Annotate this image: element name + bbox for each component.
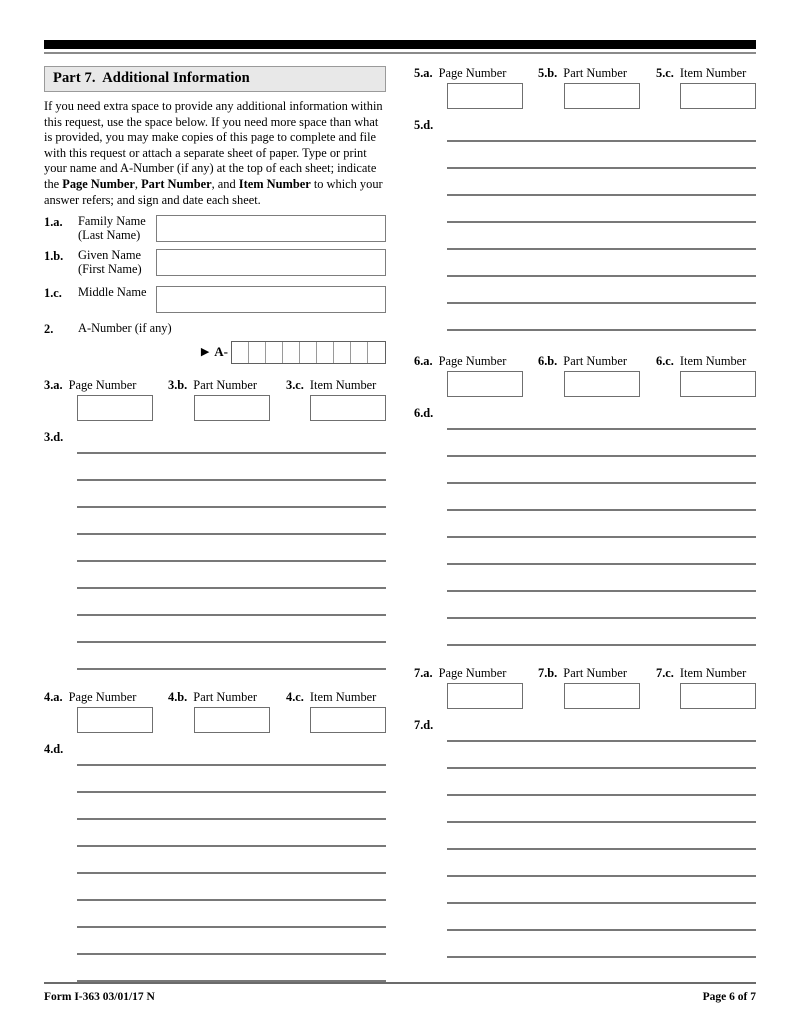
entry-6-part-number-input[interactable] — [564, 371, 640, 397]
entry-6-item-number-label-group — [656, 354, 756, 369]
entry-3-part-number-label-group — [168, 378, 286, 393]
field-label-middle-name — [78, 286, 156, 300]
answer-line[interactable] — [77, 560, 386, 562]
field-label-family-name-line1: Family Name — [78, 214, 146, 229]
answer-line[interactable] — [447, 740, 756, 742]
instructions-paragraph — [44, 99, 384, 208]
field-number-5c: 5.c. — [656, 66, 674, 80]
answer-line[interactable] — [447, 617, 756, 619]
field-row-middle-name — [44, 286, 386, 313]
left-column — [44, 66, 386, 982]
entry-7-part-number-input[interactable] — [564, 683, 640, 709]
entry-5-page-part-item — [414, 66, 756, 109]
anumber-cell[interactable] — [232, 342, 249, 363]
field-number-1a: 1.a. — [44, 215, 63, 230]
entry-7-answer-input[interactable] — [447, 740, 756, 958]
entry-7-page-number-label-group — [414, 666, 538, 681]
entry-4-labels — [44, 690, 386, 705]
anumber-cell[interactable] — [334, 342, 351, 363]
field-number-4d: 4.d. — [44, 741, 64, 756]
entry-6-boxes — [414, 371, 756, 397]
answer-line[interactable] — [77, 452, 386, 454]
field-label-given-name-line1: Given Name — [78, 248, 141, 263]
anumber-input[interactable] — [231, 341, 386, 364]
field-number-2: 2. — [44, 321, 54, 336]
field-number-7a: 7.a. — [414, 666, 433, 680]
anumber-cell[interactable] — [266, 342, 283, 363]
answer-line[interactable] — [447, 644, 756, 646]
field-number-4a: 4.a. — [44, 689, 63, 704]
entry-7-item-number-label-group — [656, 666, 756, 681]
field-number-5d: 5.d. — [414, 118, 434, 132]
entry-7-part-number-label-group — [538, 666, 656, 681]
answer-line[interactable] — [447, 590, 756, 592]
entry-4-answer-input[interactable] — [77, 764, 386, 982]
field-number-3b: 3.b. — [168, 377, 188, 392]
answer-line[interactable] — [447, 275, 756, 277]
field-label-5b: Part Number — [563, 66, 627, 80]
anumber-cell[interactable] — [351, 342, 368, 363]
instructions-bold-item-number: Item Number — [238, 176, 311, 191]
family-name-input[interactable] — [156, 215, 386, 242]
field-label-6c: Item Number — [679, 354, 747, 368]
answer-line[interactable] — [77, 926, 386, 928]
anumber-cell[interactable] — [300, 342, 317, 363]
field-label-given-name — [78, 249, 156, 276]
answer-line[interactable] — [77, 641, 386, 643]
field-row-anumber-boxes — [44, 341, 386, 364]
footer-rule — [44, 982, 756, 984]
footer — [44, 991, 756, 1003]
entry-4-item-number-input[interactable] — [310, 707, 386, 733]
footer-page-number: Page 6 of 7 — [702, 991, 756, 1003]
answer-line[interactable] — [447, 848, 756, 850]
field-row-anumber-label — [44, 322, 386, 336]
answer-line[interactable] — [77, 764, 386, 766]
anumber-cell[interactable] — [249, 342, 266, 363]
field-label-6a: Page Number — [438, 354, 507, 368]
answer-line[interactable] — [77, 506, 386, 508]
field-number-6c: 6.c. — [656, 354, 674, 368]
answer-line[interactable] — [77, 587, 386, 589]
field-label-7c: Item Number — [679, 666, 747, 680]
field-number-6b: 6.b. — [538, 354, 558, 368]
entry-7-item-number-input[interactable] — [680, 683, 756, 709]
entry-5-item-number-input[interactable] — [680, 83, 756, 109]
entry-7-page-number-input[interactable] — [447, 683, 523, 709]
answer-line[interactable] — [447, 329, 756, 331]
field-number-7c: 7.c. — [656, 666, 674, 680]
answer-line[interactable] — [447, 194, 756, 196]
entry-3-item-number-label-group — [286, 378, 386, 393]
entry-3-part-number-input[interactable] — [194, 395, 270, 421]
entry-4-page-part-item — [44, 690, 386, 733]
answer-line[interactable] — [447, 536, 756, 538]
entry-3-page-number-label-group — [44, 378, 168, 393]
answer-line[interactable] — [77, 791, 386, 793]
field-number-7b: 7.b. — [538, 666, 558, 680]
entry-3-page-number-input[interactable] — [77, 395, 153, 421]
answer-line[interactable] — [447, 167, 756, 169]
entry-5-page-number-label-group — [414, 66, 538, 81]
anumber-cell[interactable] — [317, 342, 334, 363]
answer-line[interactable] — [447, 563, 756, 565]
answer-line[interactable] — [447, 794, 756, 796]
entry-4-page-number-input[interactable] — [77, 707, 153, 733]
answer-line[interactable] — [447, 221, 756, 223]
answer-line[interactable] — [77, 845, 386, 847]
entry-4-boxes — [44, 707, 386, 733]
answer-line[interactable] — [77, 953, 386, 955]
field-number-3a: 3.a. — [44, 377, 63, 392]
entry-3-answer-input[interactable] — [77, 452, 386, 670]
field-row-family-name — [44, 215, 386, 242]
field-number-4b: 4.b. — [168, 689, 188, 704]
answer-line[interactable] — [447, 767, 756, 769]
entry-5-part-number-input[interactable] — [564, 83, 640, 109]
answer-line[interactable] — [77, 614, 386, 616]
entry-4-answer-block — [44, 742, 386, 982]
entry-6-item-number-input[interactable] — [680, 371, 756, 397]
field-number-3c: 3.c. — [286, 377, 304, 392]
answer-line[interactable] — [447, 248, 756, 250]
answer-line[interactable] — [77, 533, 386, 535]
entry-4-part-number-input[interactable] — [194, 707, 270, 733]
answer-line[interactable] — [77, 668, 386, 670]
top-black-bar — [44, 40, 756, 49]
field-label-3c: Item Number — [309, 377, 377, 392]
field-label-4a: Page Number — [68, 689, 137, 704]
answer-line[interactable] — [447, 302, 756, 304]
answer-line[interactable] — [447, 482, 756, 484]
field-label-6b: Part Number — [563, 354, 627, 368]
arrow-right-icon: ▶ — [200, 345, 210, 358]
instructions-text-2: , — [134, 176, 142, 191]
field-label-family-name-line2: (Last Name) — [78, 227, 141, 242]
field-number-1c: 1.c. — [44, 285, 62, 300]
entry-4-item-number-label-group — [286, 690, 386, 705]
answer-line[interactable] — [77, 479, 386, 481]
entry-4-part-number-label-group — [168, 690, 286, 705]
entry-5-item-number-label-group — [656, 66, 756, 81]
instructions-text-1: If you need extra space to provide any additional information within this request, use the space below. If you need more space than what is provided, you may make copies of this page to complete and file with this request or attach a separate sheet of paper. Type or print your name and A-Number (if any) at the top of each sheet; indicate the — [44, 99, 383, 191]
entry-6-answer-input[interactable] — [447, 428, 756, 646]
field-number-6a: 6.a. — [414, 354, 433, 368]
instructions-text-3: , and — [211, 176, 239, 191]
footer-form-id: Form I-363 03/01/17 N — [44, 991, 155, 1003]
answer-line[interactable] — [77, 872, 386, 874]
field-label-middle-name-line1: Middle Name — [78, 284, 147, 299]
entry-5-page-number-input[interactable] — [447, 83, 523, 109]
field-number-7d: 7.d. — [414, 718, 434, 732]
entry-3-item-number-input[interactable] — [310, 395, 386, 421]
entry-6-page-part-item — [414, 354, 756, 397]
entry-7-boxes — [414, 683, 756, 709]
field-label-3a: Page Number — [68, 377, 137, 392]
answer-line[interactable] — [77, 818, 386, 820]
anumber-cell[interactable] — [283, 342, 300, 363]
given-name-input[interactable] — [156, 249, 386, 276]
field-label-given-name-line2: (First Name) — [78, 261, 142, 276]
entry-5-answer-block — [414, 118, 756, 331]
entry-3-page-part-item — [44, 378, 386, 421]
answer-line[interactable] — [447, 929, 756, 931]
answer-line[interactable] — [447, 140, 756, 142]
instructions-text-4: to which your answer refers; and sign and date each sheet. — [44, 176, 383, 207]
answer-line[interactable] — [77, 899, 386, 901]
answer-line[interactable] — [447, 902, 756, 904]
field-number-5a: 5.a. — [414, 66, 433, 80]
entry-3-boxes — [44, 395, 386, 421]
answer-line[interactable] — [447, 509, 756, 511]
entry-4-page-number-label-group — [44, 690, 168, 705]
field-number-4c: 4.c. — [286, 689, 304, 704]
entry-6-labels — [414, 354, 756, 369]
field-label-4b: Part Number — [193, 689, 257, 704]
entry-6-part-number-label-group — [538, 354, 656, 369]
field-label-7b: Part Number — [563, 666, 627, 680]
entry-5-answer-input[interactable] — [447, 140, 756, 331]
field-row-given-name — [44, 249, 386, 276]
entry-5-boxes — [414, 83, 756, 109]
field-label-3b: Part Number — [193, 377, 257, 392]
entry-7-answer-block — [414, 718, 756, 958]
entry-7-page-part-item — [414, 666, 756, 709]
answer-line[interactable] — [447, 455, 756, 457]
entry-7-labels — [414, 666, 756, 681]
field-number-5b: 5.b. — [538, 66, 558, 80]
entry-6-page-number-input[interactable] — [447, 371, 523, 397]
field-label-7a: Page Number — [438, 666, 507, 680]
answer-line[interactable] — [447, 428, 756, 430]
middle-name-input[interactable] — [156, 286, 386, 313]
field-label-anumber: A-Number (if any) — [78, 320, 172, 335]
entry-5-part-number-label-group — [538, 66, 656, 81]
field-number-1b: 1.b. — [44, 249, 64, 264]
part-7-header: Part 7. Additional Information — [44, 66, 386, 92]
answer-line[interactable] — [447, 956, 756, 958]
instructions-bold-page-number: Page Number — [62, 176, 135, 191]
field-label-5c: Item Number — [679, 66, 747, 80]
right-column — [414, 66, 756, 958]
field-label-5a: Page Number — [438, 66, 507, 80]
anumber-cell[interactable] — [368, 342, 385, 363]
field-label-4c: Item Number — [309, 689, 377, 704]
entry-5-labels — [414, 66, 756, 81]
answer-line[interactable] — [447, 875, 756, 877]
entry-6-answer-block — [414, 406, 756, 646]
field-label-family-name — [78, 215, 156, 242]
top-thin-rule — [44, 52, 756, 54]
entry-6-page-number-label-group — [414, 354, 538, 369]
answer-line[interactable] — [447, 821, 756, 823]
anumber-prefix: A- — [214, 344, 228, 360]
field-number-6d: 6.d. — [414, 406, 434, 420]
entry-3-labels — [44, 378, 386, 393]
instructions-bold-part-number: Part Number — [141, 176, 212, 191]
field-number-3d: 3.d. — [44, 429, 64, 444]
entry-3-answer-block — [44, 430, 386, 670]
